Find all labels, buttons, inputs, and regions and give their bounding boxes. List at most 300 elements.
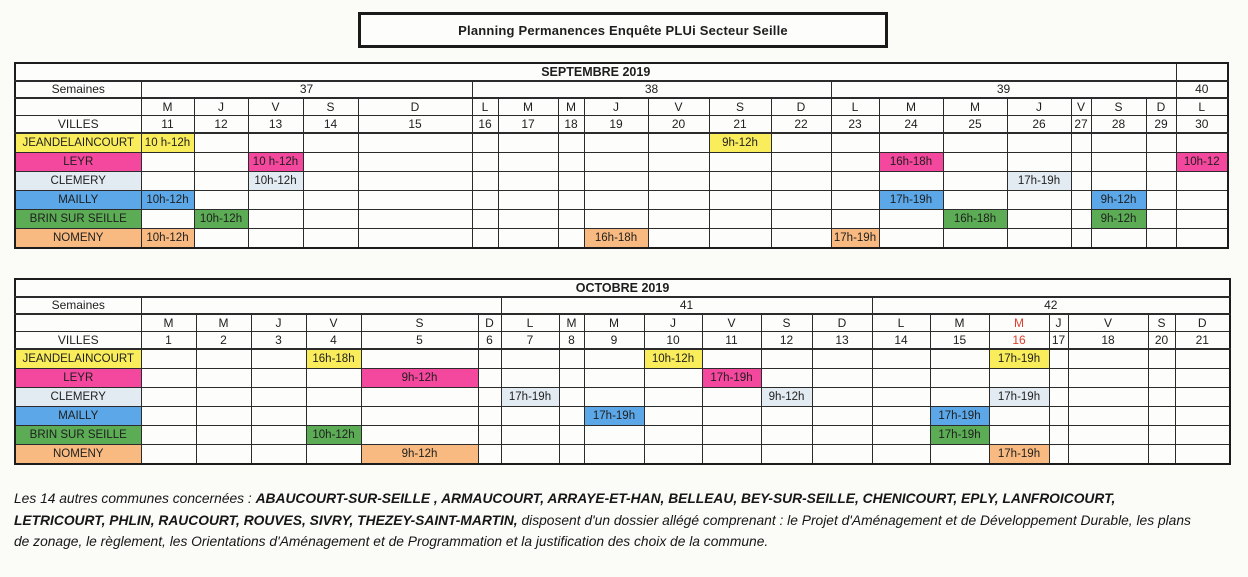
october-day-6: D (478, 314, 501, 332)
september-empty-cell (584, 191, 648, 210)
permanence-october-brin-sur-seille-4: 10h-12h (306, 426, 361, 445)
september-week-37: 37 (141, 81, 472, 98)
september-empty-cell (771, 133, 831, 153)
september-day-11: M (141, 98, 194, 116)
september-empty-cell (709, 191, 771, 210)
october-empty-cell (812, 445, 872, 465)
october-empty-cell (1049, 369, 1068, 388)
september-day-25: M (943, 98, 1007, 116)
october-day-9: M (584, 314, 644, 332)
commune-label-brin-sur-seille: BRIN SUR SEILLE (15, 210, 141, 229)
october-empty-cell (872, 388, 930, 407)
october-empty-cell (1049, 349, 1068, 369)
october-empty-cell (1175, 349, 1230, 369)
october-empty-cell (306, 388, 361, 407)
september-empty-cell (472, 229, 498, 249)
october-table-container (14, 278, 1231, 465)
october-empty-cell (501, 445, 559, 465)
permanence-september-mailly-11: 10h-12h (141, 191, 194, 210)
september-row-mailly (15, 191, 1228, 210)
october-empty-cell (361, 388, 478, 407)
september-empty-cell (194, 153, 248, 172)
october-date-13: 13 (812, 332, 872, 350)
footer-communes-list: ABAUCOURT-SUR-SEILLE , ARMAUCOURT, ARRAYE-ET-HAN, BELLEAU, BEY-SUR-SEILLE, CHENICOURT, EPLY, LANFROICOURT, LETRICOURT, PHLIN, RAUCOURT, ROUVES, SIVRY, THEZEY-SAINT-MARTIN, (14, 491, 1116, 528)
september-day-19: J (584, 98, 648, 116)
permanence-september-nomeny-19: 16h-18h (584, 229, 648, 249)
september-date-14: 14 (303, 116, 358, 134)
september-empty-cell (498, 191, 558, 210)
october-date-15: 15 (930, 332, 989, 350)
october-empty-cell (559, 388, 584, 407)
september-semaines-label: Semaines (15, 81, 141, 98)
september-empty-cell (831, 210, 879, 229)
september-row-nomeny (15, 229, 1228, 249)
october-day-2: M (196, 314, 251, 332)
september-date-30: 30 (1176, 116, 1228, 134)
september-week-39: 39 (831, 81, 1176, 98)
september-day-26: J (1007, 98, 1071, 116)
october-empty-cell (1175, 407, 1230, 426)
september-day-12: J (194, 98, 248, 116)
october-empty-cell (644, 426, 702, 445)
september-week-38: 38 (472, 81, 831, 98)
october-empty-cell (478, 349, 501, 369)
september-villes-label: VILLES (15, 116, 141, 134)
october-empty-cell (1068, 445, 1148, 465)
october-date-4: 4 (306, 332, 361, 350)
october-day-12: S (761, 314, 812, 332)
september-date-24: 24 (879, 116, 943, 134)
october-empty-cell (196, 426, 251, 445)
september-date-23: 23 (831, 116, 879, 134)
september-empty-cell (771, 229, 831, 249)
september-empty-cell (358, 210, 472, 229)
september-empty-cell (709, 172, 771, 191)
permanence-september-leyr-13: 10 h-12h (248, 153, 303, 172)
october-empty-cell (930, 388, 989, 407)
october-empty-cell (812, 388, 872, 407)
october-empty-cell (872, 349, 930, 369)
permanence-september-jeandelaincourt-21: 9h-12h (709, 133, 771, 153)
september-empty-cell (584, 153, 648, 172)
september-empty-cell (584, 172, 648, 191)
october-day-4: V (306, 314, 361, 332)
september-empty-cell (141, 172, 194, 191)
permanence-september-clemery-26: 17h-19h (1007, 172, 1071, 191)
permanence-october-brin-sur-seille-15: 17h-19h (930, 426, 989, 445)
september-empty-cell (709, 229, 771, 249)
september-empty-cell (1071, 210, 1091, 229)
commune-label-leyr: LEYR (15, 153, 141, 172)
september-empty-cell (1071, 133, 1091, 153)
october-empty-cell (196, 445, 251, 465)
permanence-september-mailly-24: 17h-19h (879, 191, 943, 210)
september-empty-cell (943, 133, 1007, 153)
october-empty-cell (141, 426, 196, 445)
october-empty-cell (1175, 445, 1230, 465)
october-empty-cell (644, 445, 702, 465)
october-empty-cell (141, 349, 196, 369)
october-day-13: D (812, 314, 872, 332)
september-day-21: S (709, 98, 771, 116)
october-empty-cell (761, 349, 812, 369)
september-empty-cell (1146, 153, 1176, 172)
september-row-clemery (15, 172, 1228, 191)
commune-label-clemery: CLEMERY (15, 388, 141, 407)
commune-label-clemery: CLEMERY (15, 172, 141, 191)
october-empty-cell (584, 369, 644, 388)
october-empty-cell (872, 426, 930, 445)
september-empty-cell (472, 210, 498, 229)
october-date-9: 9 (584, 332, 644, 350)
permanence-september-clemery-13: 10h-12h (248, 172, 303, 191)
september-day-16: L (472, 98, 498, 116)
september-empty-cell (358, 153, 472, 172)
september-empty-cell (141, 210, 194, 229)
september-empty-cell (584, 210, 648, 229)
september-empty-cell (248, 229, 303, 249)
commune-label-leyr: LEYR (15, 369, 141, 388)
october-day-20: S (1148, 314, 1175, 332)
commune-label-nomeny: NOMENY (15, 229, 141, 249)
september-empty-cell (584, 133, 648, 153)
october-empty-cell (306, 369, 361, 388)
october-day-3: J (251, 314, 306, 332)
october-empty-cell (559, 369, 584, 388)
october-planning-table (14, 278, 1231, 465)
october-date-10: 10 (644, 332, 702, 350)
september-row-jeandelaincourt (15, 133, 1228, 153)
september-empty-cell (1007, 133, 1071, 153)
september-empty-cell (831, 133, 879, 153)
commune-label-mailly: MAILLY (15, 191, 141, 210)
october-empty-cell (584, 445, 644, 465)
october-date-20: 20 (1148, 332, 1175, 350)
october-empty-cell (1068, 388, 1148, 407)
september-date-28: 28 (1091, 116, 1146, 134)
october-day-5: S (361, 314, 478, 332)
september-empty-cell (472, 172, 498, 191)
october-empty-cell (989, 369, 1049, 388)
september-empty-cell (648, 172, 709, 191)
september-date-16: 16 (472, 116, 498, 134)
september-empty-cell (358, 133, 472, 153)
september-empty-cell (943, 191, 1007, 210)
permanence-september-jeandelaincourt-11: 10 h-12h (141, 133, 194, 153)
september-empty-cell (771, 210, 831, 229)
october-empty-cell (1068, 349, 1148, 369)
september-empty-cell (943, 172, 1007, 191)
october-date-5: 5 (361, 332, 478, 350)
september-date-12: 12 (194, 116, 248, 134)
october-empty-cell (761, 369, 812, 388)
september-empty-cell (194, 172, 248, 191)
september-date-25: 25 (943, 116, 1007, 134)
permanence-october-clemery-12: 9h-12h (761, 388, 812, 407)
october-empty-cell (872, 445, 930, 465)
october-date-21: 21 (1175, 332, 1230, 350)
permanence-september-brin-sur-seille-12: 10h-12h (194, 210, 248, 229)
september-empty-cell (303, 191, 358, 210)
permanence-october-leyr-5: 9h-12h (361, 369, 478, 388)
october-date-2: 2 (196, 332, 251, 350)
september-empty-cell (709, 210, 771, 229)
october-empty-cell (1148, 407, 1175, 426)
commune-label-mailly: MAILLY (15, 407, 141, 426)
september-empty-cell (194, 229, 248, 249)
october-empty-cell (702, 445, 761, 465)
permanence-october-mailly-15: 17h-19h (930, 407, 989, 426)
september-empty-cell (1146, 210, 1176, 229)
october-empty-cell (584, 349, 644, 369)
footer-rest: disposent d'un dossier allégé comprenant : le Projet d'Aménagement et de Développement Durable, les plans de zonage, le règlement, les Orientations d'Aménagement et de Programmation et la justification des choix de la commune. (14, 512, 1191, 549)
october-week-42: 42 (872, 297, 1230, 314)
september-empty-cell (194, 133, 248, 153)
page-title-text: Planning Permanences Enquête PLUi Secteur Seille (458, 22, 788, 38)
october-empty-cell (761, 426, 812, 445)
october-empty-cell (559, 445, 584, 465)
september-month-title: SEPTEMBRE 2019 (15, 63, 1176, 81)
september-empty-cell (558, 172, 584, 191)
september-empty-cell (831, 191, 879, 210)
september-empty-cell (1146, 229, 1176, 249)
september-empty-cell (248, 210, 303, 229)
permanence-october-jeandelaincourt-10: 10h-12h (644, 349, 702, 369)
october-day-14: L (872, 314, 930, 332)
october-empty-cell (141, 445, 196, 465)
october-date-17: 17 (1049, 332, 1068, 350)
october-empty-cell (251, 388, 306, 407)
october-empty-cell (930, 349, 989, 369)
september-row-leyr (15, 153, 1228, 172)
october-date-1: 1 (141, 332, 196, 350)
september-empty-cell (943, 229, 1007, 249)
commune-label-brin-sur-seille: BRIN SUR SEILLE (15, 426, 141, 445)
october-empty-cell (702, 426, 761, 445)
october-empty-cell (478, 388, 501, 407)
october-empty-cell (559, 349, 584, 369)
october-empty-cell (989, 426, 1049, 445)
october-empty-cell (361, 349, 478, 369)
october-empty-cell (196, 388, 251, 407)
september-empty-cell (879, 229, 943, 249)
october-empty-cell (872, 407, 930, 426)
october-empty-cell (1175, 369, 1230, 388)
october-empty-cell (1049, 407, 1068, 426)
october-empty-cell (141, 407, 196, 426)
september-empty-cell (248, 191, 303, 210)
october-date-3: 3 (251, 332, 306, 350)
permanence-september-brin-sur-seille-25: 16h-18h (943, 210, 1007, 229)
october-empty-cell (1148, 388, 1175, 407)
october-empty-cell (702, 388, 761, 407)
september-empty-cell (558, 210, 584, 229)
october-empty-cell (812, 407, 872, 426)
october-empty-cell (930, 445, 989, 465)
october-empty-cell (702, 407, 761, 426)
october-empty-cell (559, 426, 584, 445)
september-planning-table (14, 62, 1229, 249)
permanence-september-brin-sur-seille-28: 9h-12h (1091, 210, 1146, 229)
footer-paragraph (14, 488, 1210, 553)
october-empty-cell (251, 407, 306, 426)
october-day-7: L (501, 314, 559, 332)
september-empty-cell (1091, 172, 1146, 191)
september-empty-cell (771, 153, 831, 172)
september-date-26: 26 (1007, 116, 1071, 134)
october-empty-cell (702, 349, 761, 369)
september-empty-cell (498, 210, 558, 229)
commune-label-jeandelaincourt: JEANDELAINCOURT (15, 133, 141, 153)
october-day-15: M (930, 314, 989, 332)
september-date-29: 29 (1146, 116, 1176, 134)
permanence-september-leyr-30: 10h-12 (1176, 153, 1228, 172)
october-empty-cell (251, 349, 306, 369)
october-date-14: 14 (872, 332, 930, 350)
september-empty-cell (1176, 172, 1228, 191)
permanence-october-jeandelaincourt-4: 16h-18h (306, 349, 361, 369)
permanence-september-nomeny-11: 10h-12h (141, 229, 194, 249)
page-title (358, 12, 888, 48)
september-empty-cell (1176, 210, 1228, 229)
september-empty-cell (1091, 229, 1146, 249)
september-day-23: L (831, 98, 879, 116)
september-title-spacer-cell (1176, 63, 1228, 81)
september-empty-cell (303, 210, 358, 229)
september-empty-cell (1146, 133, 1176, 153)
september-date-27: 27 (1071, 116, 1091, 134)
september-empty-cell (1176, 191, 1228, 210)
permanence-september-mailly-28: 9h-12h (1091, 191, 1146, 210)
september-day-28: S (1091, 98, 1146, 116)
october-date-16: 16 (989, 332, 1049, 350)
september-date-18: 18 (558, 116, 584, 134)
commune-label-jeandelaincourt: JEANDELAINCOURT (15, 349, 141, 369)
october-empty-cell (1148, 426, 1175, 445)
permanence-october-clemery-16: 17h-19h (989, 388, 1049, 407)
september-empty-cell (472, 191, 498, 210)
october-day-row-label (15, 314, 141, 332)
september-empty-cell (771, 172, 831, 191)
september-empty-cell (648, 229, 709, 249)
september-day-18: M (558, 98, 584, 116)
september-empty-cell (303, 172, 358, 191)
september-empty-cell (771, 191, 831, 210)
october-date-11: 11 (702, 332, 761, 350)
october-empty-cell (478, 445, 501, 465)
september-empty-cell (879, 133, 943, 153)
september-date-21: 21 (709, 116, 771, 134)
september-date-19: 19 (584, 116, 648, 134)
october-empty-cell (251, 426, 306, 445)
september-empty-cell (498, 229, 558, 249)
september-date-13: 13 (248, 116, 303, 134)
september-empty-cell (648, 210, 709, 229)
september-empty-cell (648, 133, 709, 153)
october-empty-cell (1148, 369, 1175, 388)
september-empty-cell (141, 153, 194, 172)
september-empty-cell (558, 191, 584, 210)
october-empty-cell (1049, 445, 1068, 465)
october-empty-cell (196, 369, 251, 388)
september-empty-cell (1091, 133, 1146, 153)
october-row-nomeny (15, 445, 1230, 465)
permanence-october-nomeny-5: 9h-12h (361, 445, 478, 465)
october-date-12: 12 (761, 332, 812, 350)
september-empty-cell (648, 191, 709, 210)
october-day-16: M (989, 314, 1049, 332)
october-empty-cell (584, 426, 644, 445)
october-row-leyr (15, 369, 1230, 388)
october-empty-cell (361, 426, 478, 445)
september-empty-cell (303, 229, 358, 249)
october-empty-cell (1068, 369, 1148, 388)
september-empty-cell (1007, 153, 1071, 172)
september-empty-cell (1176, 229, 1228, 249)
september-empty-cell (648, 153, 709, 172)
october-week-41: 41 (501, 297, 872, 314)
september-day-22: D (771, 98, 831, 116)
october-empty-cell (1068, 426, 1148, 445)
september-empty-cell (358, 229, 472, 249)
september-empty-cell (248, 133, 303, 153)
september-empty-cell (879, 210, 943, 229)
october-empty-cell (644, 388, 702, 407)
permanence-october-jeandelaincourt-16: 17h-19h (989, 349, 1049, 369)
september-empty-cell (1176, 133, 1228, 153)
september-empty-cell (1071, 172, 1091, 191)
september-day-17: M (498, 98, 558, 116)
october-day-21: D (1175, 314, 1230, 332)
october-week-blank-0 (141, 297, 501, 314)
october-day-11: V (702, 314, 761, 332)
september-empty-cell (358, 191, 472, 210)
october-day-18: V (1068, 314, 1148, 332)
september-empty-cell (558, 153, 584, 172)
september-day-24: M (879, 98, 943, 116)
september-empty-cell (558, 133, 584, 153)
september-date-22: 22 (771, 116, 831, 134)
october-empty-cell (761, 445, 812, 465)
september-date-20: 20 (648, 116, 709, 134)
october-empty-cell (644, 369, 702, 388)
october-month-title: OCTOBRE 2019 (15, 279, 1230, 297)
october-empty-cell (584, 388, 644, 407)
october-villes-label: VILLES (15, 332, 141, 350)
september-empty-cell (1007, 191, 1071, 210)
october-empty-cell (872, 369, 930, 388)
september-date-15: 15 (358, 116, 472, 134)
september-empty-cell (194, 191, 248, 210)
footer-intro: Les 14 autres communes concernées : (14, 491, 256, 506)
september-empty-cell (1091, 153, 1146, 172)
october-empty-cell (812, 349, 872, 369)
september-empty-cell (558, 229, 584, 249)
september-day-13: V (248, 98, 303, 116)
october-empty-cell (251, 445, 306, 465)
october-empty-cell (812, 426, 872, 445)
october-empty-cell (196, 349, 251, 369)
october-empty-cell (501, 349, 559, 369)
september-week-40: 40 (1176, 81, 1228, 98)
october-empty-cell (141, 388, 196, 407)
september-empty-cell (498, 133, 558, 153)
september-empty-cell (1071, 229, 1091, 249)
october-row-jeandelaincourt (15, 349, 1230, 369)
october-date-8: 8 (559, 332, 584, 350)
september-day-15: D (358, 98, 472, 116)
october-empty-cell (644, 407, 702, 426)
